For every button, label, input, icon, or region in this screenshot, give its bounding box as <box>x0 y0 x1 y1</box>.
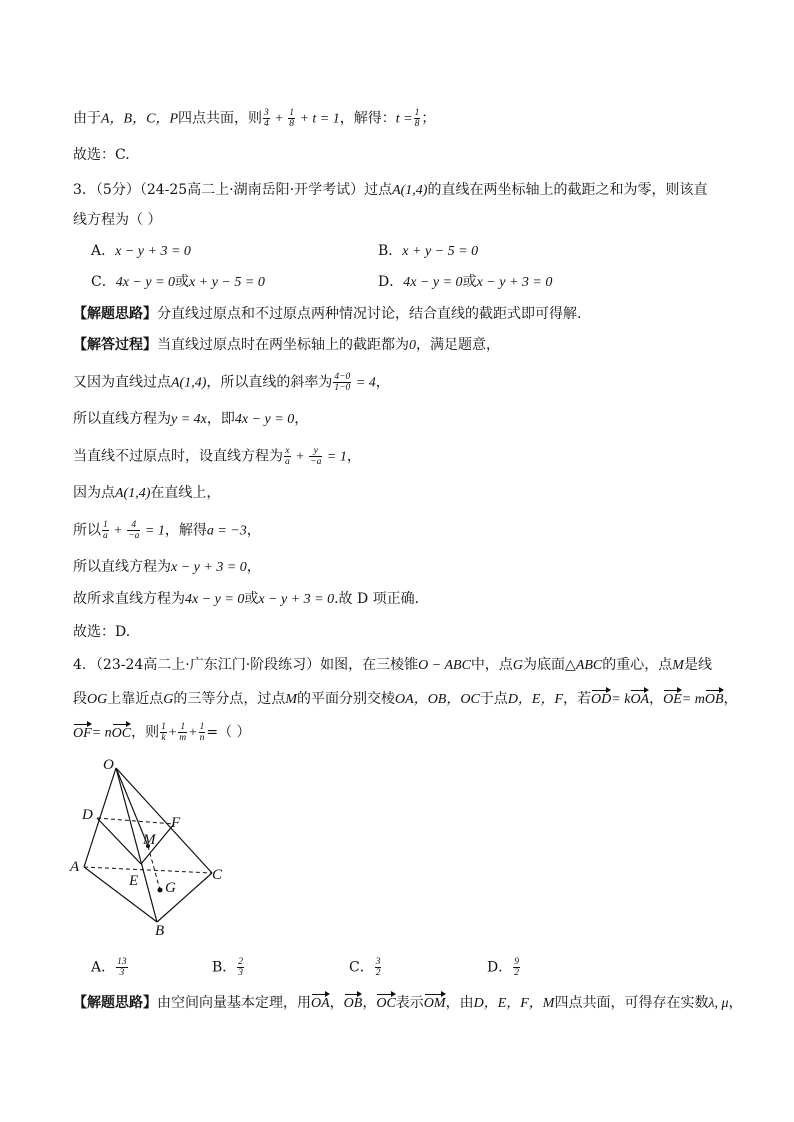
edge-AB <box>84 867 157 922</box>
option-a: A．x − y + 3 = 0 <box>91 243 191 259</box>
label-d: D <box>82 807 93 823</box>
text-line: 所以 $\frac{1}{a}$ + $\frac{4}{-a}$ = 1，解得a = −3， <box>73 520 261 541</box>
fraction: $\frac{y}{-a}$ <box>310 446 322 467</box>
label-o: O <box>103 757 114 773</box>
text-line: 所以直线方程为x − y + 3 = 0， <box>73 559 261 575</box>
fraction: $\frac{1}{8}$ <box>414 108 420 129</box>
point-g <box>158 888 163 893</box>
label-a: A <box>70 859 80 875</box>
text-line: 故所求直线方程为4x − y = 0或x − y + 3 = 0.故 D 项正确. <box>73 591 420 607</box>
text-line: 又因为直线过点A(1,4)，所以直线的斜率为 $\frac{4-0}{1-0}$ = 4， <box>73 372 390 393</box>
answer-line: 故选：C. <box>73 147 130 163</box>
option-d: D． $\frac{9}{2}$ <box>487 957 519 978</box>
question-title-cont: OF= nOC，则 $\frac{1}{k}$ + $\frac{1}{m}$ + $\frac{1}{n}$ =（ ） <box>73 722 251 743</box>
fraction: $\frac{1}{8}$ <box>289 108 294 129</box>
option-c: C．4x − y = 0或x + y − 5 = 0 <box>91 274 265 290</box>
fraction: $\frac{2}{3}$ <box>238 957 244 978</box>
edge-DE <box>97 818 141 864</box>
label-f: F <box>171 815 181 831</box>
label-g: G <box>165 880 176 896</box>
solution-process: 【解答过程】当直线过原点时在两坐标轴上的截距都为0，满足题意， <box>73 337 500 353</box>
text-line: 由于A，B，C，P四点共面，则 $\frac{3}{4}$ + $\frac{1}{8}$ + t = 1，解得：t = $\frac{1}{8}$ ； <box>73 108 436 129</box>
fraction: $\frac{3}{2}$ <box>375 957 381 978</box>
fraction: $\frac{x}{a}$ <box>285 446 290 467</box>
option-b: B． $\frac{2}{3}$ <box>212 957 244 978</box>
option-b: B．x + y − 5 = 0 <box>378 243 479 259</box>
option-c: C． $\frac{3}{2}$ <box>349 957 381 978</box>
fraction: $\frac{1}{m}$ <box>179 722 187 743</box>
fraction: $\frac{4}{-a}$ <box>128 520 140 541</box>
fraction: $\frac{1}{a}$ <box>103 520 108 541</box>
text-line: 所以直线方程为y = 4x，即4x − y = 0， <box>73 411 309 427</box>
label-m: M <box>143 832 156 848</box>
text-line: 因为点A(1,4)在直线上， <box>73 485 221 501</box>
question-title-cont: 线方程为（ ） <box>73 212 162 228</box>
label-c: C <box>212 867 223 883</box>
fraction: $\frac{4-0}{1-0}$ <box>334 372 351 393</box>
solution-idea: 【解题思路】由空间向量基本定理，用OA，OB，OC表示OM，由D，E，F，M四点共面，可得存在实数λ, μ， <box>73 995 743 1011</box>
text-line: 当直线不过原点时，设直线方程为 $\frac{x}{a}$ + $\frac{y}{-a}$ = 1， <box>73 446 361 467</box>
option-a: A． $\frac{13}{3}$ <box>91 957 127 978</box>
tetrahedron-figure <box>66 755 236 940</box>
question-title: 3．（5分）（24-25高二上·湖南岳阳·开学考试）过点A(1,4)的直线在两坐标轴上的截距之和为零，则该直 <box>73 182 708 198</box>
solution-idea: 【解题思路】分直线过原点和不过原点两种情况讨论，结合直线的截距式即可得解. <box>73 306 582 322</box>
fraction: $\frac{9}{2}$ <box>514 957 519 978</box>
answer-line: 故选：D. <box>73 624 131 640</box>
edge-AC <box>84 867 212 873</box>
fraction: $\frac{3}{4}$ <box>264 108 269 129</box>
label-b: B <box>155 923 165 939</box>
question-title: 4．（23-24高二上·广东江门·阶段练习）如图，在三棱锥O − ABC中，点G为底面△ABC的重心，点M是线 <box>73 657 712 673</box>
fraction: $\frac{1}{k}$ <box>161 722 166 743</box>
option-d: D．4x − y = 0或x − y + 3 = 0 <box>378 274 553 290</box>
fraction: $\frac{13}{3}$ <box>117 957 127 978</box>
fraction: $\frac{1}{n}$ <box>199 722 205 743</box>
question-title-cont: 段OG上靠近点G的三等分点，过点M的平面分别交棱OA，OB，OC于点D，E，F，若OD= kOA，OE= mOB， <box>73 691 738 707</box>
label-e: E <box>129 873 139 889</box>
